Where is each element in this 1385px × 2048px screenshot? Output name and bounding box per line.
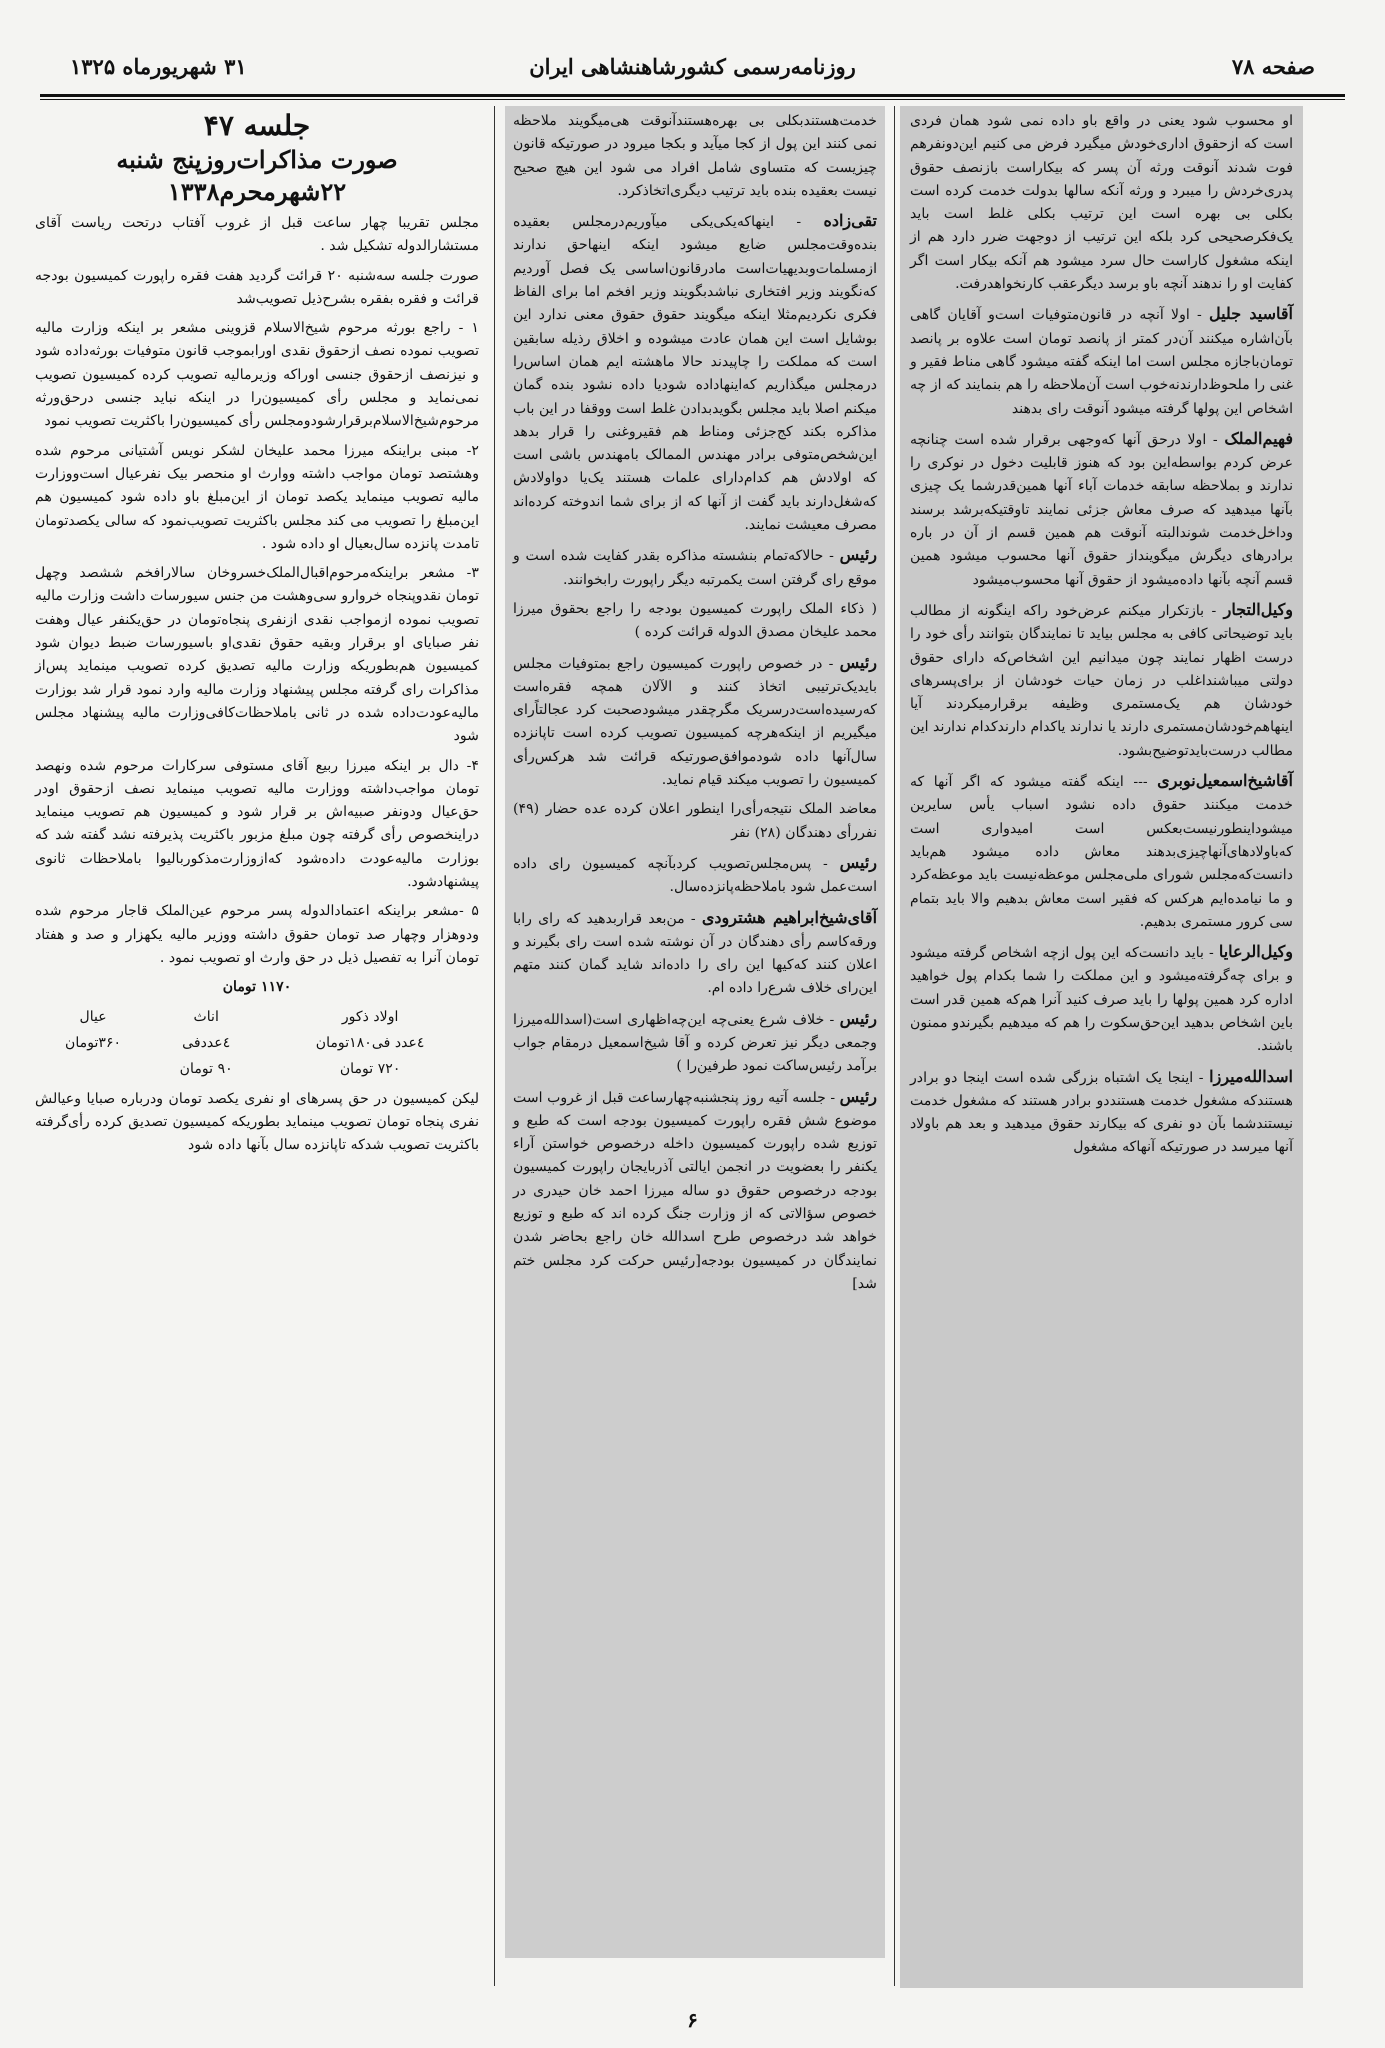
speaker-name: تقی‌زاده (823, 211, 877, 231)
page-header (40, 50, 1345, 90)
paragraph: معاضد الملک نتیجه‌رأی‌را اینطور اعلان کرده عده حضار (۴۹) نفر‌رأی دهندگان (۲۸) نفر (513, 801, 877, 841)
session-title: جلسه ۴۷ (203, 109, 311, 142)
table-cell: ٤عدد فی۱۸۰تومان (315, 1034, 425, 1051)
paragraph: صورت جلسه سه‌شنبه ۲۰ قرائت گردید هفت فقره راپورت کمیسیون بودجه قرائت و فقره بفقره بشرح‌ذیل تصویب‌شد (35, 267, 479, 307)
header-rule-thin (40, 99, 1345, 100)
paragraph: آقاشیخ‌اسمعیل‌نوبری --- اینکه گفته میشود که اگر آنها که خدمت میکنند حقوق داده نشود اسباب یأس سایرین میشود‌اینطورنیست‌بعکس است امیدواری است که‌باولادهای‌آنها‌چیزی‌بدهند معاش داده میشود هم‌باید دانست‌که‌مجلس شورای ملی‌مجلس موعظه‌نیست باید موعظه‌کرد و ما نیامده‌ایم هرکس که فقیر است معاش بدهیم والا باید بتمام سی کرور مستمری بدهیم. (910, 771, 1293, 930)
paragraph: رئیس - پس‌مجلس‌تصویب کرد‌بآنچه کمیسیون رای داده است‌عمل شود باملاحظه‌پانزده‌سال. (513, 852, 878, 896)
paragraph: رئیس - حالاکه‌تمام بنشسته مذاکره بقدر کفایت شده است و موقع رای گرفتن است یکمرتبه دیگر راپورت رابخوانند. (513, 545, 877, 588)
speaker-name: رئیس (839, 852, 878, 872)
paragraph: مجلس تقریبا چهار ساعت قبل از غروب آفتاب درتحت ریاست آقای مستشارالدوله تشکیل شد . (35, 215, 479, 255)
speaker-name: رئیس (839, 1086, 878, 1106)
speaker-name: رئیس (839, 545, 877, 565)
paragraph: ۱ - راجع بورثه مرحوم شیخ‌الاسلام قزوینی مشعر بر اینکه وزارت مالیه تصویب نموده نصف ازحقوق نقدی اورابموجب قانون متوفیات بورثه‌داده شود و نیزنصف ازحقوق جنسی اوراکه وزیرمالیه تصویب کرده کمیسیون تصویب نمی‌نماید و مجلس رأی کمیسیون‌را در اینکه نباید جنسی درحق‌ورثه مرحوم‌شیخ‌الاسلام‌برقرار‌شود‌ومجلس رأی کمیسیون‌را باکثریت تصویب نمود (35, 320, 479, 430)
speaker-name: رئیس (839, 1008, 877, 1028)
total-amount: ۱۱۷۰ تومان (222, 979, 292, 996)
session-date: ۲۲شهرمحرم۱۳۳۸ (167, 177, 347, 206)
table-header-row (35, 1004, 479, 1030)
table-header: اولاد ذکور (341, 1008, 399, 1025)
table-cell: ۳۶۰تومان (65, 1034, 122, 1051)
table-header: عیال (79, 1008, 107, 1025)
paragraph: آقاسید جلیل - اولا آنچه در قانون‌متوفیات است‌و آقایان گاهی بآن‌اشاره میکنند آن‌در کمتر از پانصد تومان است علاوه بر پانصد تومان‌باجازه مجلس است اما اینکه گفته میشود گاهی مناط فقیر و غنی را ملحوظ‌دارند‌نه‌خوب است آن‌ملاحظه را هم بنمایند که از چه اشخاص این پولها گرفته میشود آنوقت رای بدهند (910, 304, 1293, 417)
allocation-table (35, 1004, 479, 1082)
paragraph: وکیل‌التجار - بازتکرار میکنم عرض‌خود راکه اینگونه از مطالب باید توضیحاتی کافی به مجلس بیاید تا نمایندگان بتوانند رأی خود را درست اظهار نمایند چون میدانیم این اشخاص‌که دارای حقوق دولتی میباشند‌اغلب در زمان حیات خودشان از برای‌پسرهای خودشان هم یک‌مستمری وظیفه برقرارمیکردند آیا اینهاهم‌خودشان‌مستمری دارند یا ندارند یاکدام دارند‌کدام ندارند این مطالب درست‌باید‌توضیح‌بشود. (910, 599, 1293, 759)
table-cell: ۷۲۰ تومان (339, 1060, 401, 1077)
speaker-name: وکیل‌التجار (1223, 599, 1293, 619)
paragraph: رئیس - جلسه آتیه روز پنجشنبه‌چهار‌ساعت قبل از غروب است موضوع شش فقره راپورت کمیسیون بودجه است که طبع و توزیع شده راپورت کمیسیون داخله درخصوص خواستن آراء یکنفر را بعضویت در انجمن ایالتی آذربایجان راپورت کمیسیون بودجه درخصوص حقوق دو ساله میرزا احمد خان حیدری در خصوص سؤالاتی که از وزارت جنگ کرده اند که طبع و توزیع خواهد شد درخصوص طرح اسدالله خان راجع بحاضر شدن نمایندگان در کمیسیون بودجه[رئیس حرکت کرد مجلس ختم شد] (513, 1086, 878, 1292)
speaker-name: آقاسید جلیل (1208, 304, 1293, 324)
table-cell (35, 1056, 151, 1082)
table-row (35, 1030, 479, 1056)
paragraph: رئیس - خلاف شرع یعنی‌چه این‌چه‌اظهاری است(اسدالله‌میرزا وجمعی دیگر نیز تعرض کرده و آقا شیخ‌اسمعیل درمقام جواب برآمد رئیس‌ساکت نمود طرفین‌را ) (513, 1008, 877, 1075)
speaker-name: رئیس (839, 652, 877, 672)
speaker-name: آقاشیخ‌اسمعیل‌نوبری (1157, 771, 1293, 791)
paragraph: ۵ -مشعر براینکه اعتمادالدوله پسر مرحوم عین‌الملک قاجار مرحوم شده ودوهزار وچهار صد تومان حقوق داشته ووزیر مالیه یکهزار و صد و هفتاد تومان آنرا به تفصیل ذیل در حق وارث او تصویب نمود . (35, 903, 479, 966)
speaker-name: وکیل‌الرعایا (1218, 942, 1293, 962)
paragraph: آقای‌شیخ‌ابراهیم هشترودی - من‌بعد قرار‌بدهید که رای را‌با ورقه‌کاسم رأی دهندگان در آن نوشته شده است رای بگیرند و اعلان کنند که‌کیها این رای را داده‌اند شاید گمان کنند متهم این‌رای خلاف شرع‌را داده ام. (513, 907, 878, 997)
paragraph: اسدالله‌میرزا - اینجا یک اشتباه بزرگی شده است اینجا دو برادر هستند‌که مشغول خدمت هستند‌دو برادر هستند که مشغول خدمت نیستند‌شما بآن دو نفری که بیکارند حقوق میدهید و بعد هم باولاد آنها میرسد در صورتیکه آنهاکه مشغول (910, 1066, 1293, 1156)
table-cell: ۹۰ تومان (179, 1060, 233, 1077)
table-cell: ٤عددفی (182, 1034, 231, 1051)
column-divider (494, 106, 495, 1986)
speaker-name: اسدالله‌میرزا (1209, 1066, 1293, 1086)
table-header: اناث (193, 1008, 219, 1025)
page-footer-number: ۶ (687, 2008, 698, 2032)
session-subtitle: صورت مذاکرات‌روزپنج شنبه (116, 145, 398, 174)
paragraph: ( ذکاء الملک راپورت کمیسیون بودجه را راجع بحقوق میرزا محمد علیخان مصدق الدوله قرائت کرده ) (513, 600, 877, 641)
header-page-number: صفحه ۷۸ (1231, 54, 1315, 79)
paragraph: ۳- مشعر براینکه‌مرحوم‌اقبال‌الملک‌خسروخان سالارافخم ششصد وچهل تومان نقدوپنجاه خروار‌و سی‌وهشت من جنس سیورسات داشت وزارت مالیه تصویب نموده ازمواجب نقدی ازنفری پنجاه‌تومان در حق‌یکنفر عیال وهفت نفر صبایای او برقرار وبقیه حقوق نقدی‌او باسیورسات ضبط دیوان شود کمیسیون هم‌بطوریکه وزارت مالیه تصدیق کرده تصویب مینماید پس‌از مذاکرات رای گرفته مجلس پیشنهاد وزارت مالیه وارد نمود قرار شد بوزارت مالیه‌عودت‌داده شده در ثانی باملاحظات‌کافی‌وزارت مالیه پیشنهاد مجلس شود (35, 565, 479, 745)
paragraph: لیکن کمیسیون در حق پسرهای او نفری یکصد تومان ودرباره صبایا وعیالش نفری پنجاه تومان تصویب مینماید بطوریکه کمیسیون تصدیق کرده رأی‌گرفته باکثریت تصویب شدکه تاپانزده سال بآنها داده شود (35, 1090, 479, 1154)
paragraph: فهیم‌الملک - اولا درحق آنها که‌وجهی برقرار شده است چنانچه عرض کردم بواسطه‌این بود که هنوز قابلیت دخول در نوکری را ندارند و بملاحظه سابقه خدمات آباء آنها همین‌قدرشما یک چیزی بآنها میدهید که صرف معاش جزئی نمایند تاوقتیکه‌برشد برسند وداخل‌خدمت شوند‌البته آنوقت هم همین قسم از آن در باره برادرهای دیگرش میگویند‌از حقوق آنها محسوب میشود همین قسم آنچه بآنها داده‌میشود از حقوق آنها محسوب‌میشود (910, 428, 1293, 588)
paragraph: رئیس - در خصوص راپورت کمیسیون راجع بمتوفیات مجلس بایدیک‌ترتیبی اتخاذ کنند و الآلان همچه فقره‌است که‌رسیده‌است‌درسریک مگرچقدر میشود‌صحبت کرد عجالتاًرای میگیریم از اینکه‌هرچه کمیسیون تصویب کرده است تاپانزده سال‌آنها داده شود‌موافق‌صورتیکه قرائت شد هرکس‌رأی کمیسیون را تصویب میکند قیام نماید. (513, 652, 877, 789)
paragraph: تقی‌زاده - اینهاکه‌یکی‌یکی میآوریم‌درمجلس بعقیده بنده‌وقت‌مجلس ضایع میشود اینکه اینهاحق ندارند ازمسلمات‌وبدیهیات‌است مادرقانون‌اساسی یک فصل آوردیم که‌نگویند وزیر افتخاری نباشد‌بگویند وزیر افخم اما برای الفاظ فکری نکردیم‌مثلا اینکه میگویند حقوق حقوق معنی ندارد این بوشایل است این همان عادت میشوده و اخلاق رذیله سابقین است که مملکت را چاپیدند حالا ماهشته ایم همان اساس‌را درمجلس میگذاریم که‌اینهاداده شود‌یا داده نشود بنده گمان میکنم اصلا باید مجلس بگوید‌بدادن غلط است ووقفا در این باب مذاکره بکند کج‌جزئی ومناط هم فقیروغنی را قرار بدهد این‌شخص‌متوفی برادر مهندس الممالک بامهندس باشی است که اولادش هم کدام‌دارای علمات هستند یک‌یا دواولادش که‌شغل‌دارند باید گفت از آنها که از برای شما اندوخته کرده‌اند مصرف معیشت نمایند. (513, 211, 877, 534)
speaker-name: فهیم‌الملک (1224, 428, 1293, 448)
right-column (900, 106, 1303, 1988)
middle-column (505, 106, 885, 1958)
header-date: ۳۱ شهریورماه ۱۳۲۵ (70, 54, 247, 79)
paragraph: او محسوب شود یعنی در واقع باو داده نمی شود همان فردی است که ازحقوق اداری‌خودش میگیرد فرض می کنیم این‌دونفرهم فوت شدند آنوقت ورثه آن پسر که بیکاراست بازنصف حقوق پدری‌خردش را میبرد و ورثه آنکه سالها بدولت خدمت کرده است بکلی بی بهره است این ترتیب بکلی غلط است باید یک‌فکرصحیحی کرد بلکه این ترتیب از دوجهت ضرر دارد هم از اینکه مشغول کاراست حال سرد میشود هم آنکه بیکار است اگر کفایت او را ندهند آنچه باو برسد دیگرعقب کارنخواهدرفت. (910, 113, 1293, 293)
table-row (35, 1056, 479, 1082)
paragraph: ۲- مبنی براینکه میرزا محمد علیخان لشکر نویس آشتیانی مرحوم شده وهشتصد تومان مواجب داشته ووارث او منحصر بیک نفرعیال است‌ووزارت مالیه تصویب مینماید یکصد تومان از این‌مبلغ باو داده شود کمیسیون هم این‌مبلغ را تصویب می کند مجلس باکثریت تصویب‌نمود که سالی یکصد‌تومان تامدت پانزده سال‌بعیال او داده شود . (35, 442, 479, 552)
column-divider (894, 106, 895, 1986)
header-rule (40, 94, 1345, 97)
paragraph: وکیل‌الرعایا - باید دانست‌که این پول ازچه اشخاص گرفته میشود و برای چه‌گرفته‌میشود و این مملکت را شما بکدام پول خواهید اداره کرد همین پولها را باید صرف کنید آنرا هم‌که همین قدر است باین اشخاص بدهید این‌حق‌سکوت را هم که میدهیم بگیر‌ندو ممنون باشند. (910, 942, 1293, 1055)
left-column (25, 106, 485, 1986)
paragraph: خدمت‌هستند‌بکلی بی بهره‌هستند‌آنوقت هی‌میگویند ملاحظه نمی کنند این پول از کجا میآید و بکجا میرود در صورتیکه قانون چیزیست که متساوی شامل افراد می شود این هیچ صحیح نیست بعقیده بنده باید ترتیب دیگری‌اتخاذ‌کرد. (513, 113, 877, 199)
speaker-name: آقای‌شیخ‌ابراهیم هشترودی (701, 907, 878, 927)
header-title: روزنامه‌رسمی کشورشاهنشاهی ایران (529, 54, 856, 79)
paragraph: ۴- دال بر اینکه میرزا ربیع آقای مستوفی سرکارات مرحوم شده ونهصد تومان مواجب‌داشته ووزارت مالیه تصویب مینماید نصف ازحقوق اودر حق‌عیال ودونفر صبیه‌اش بر قرار شود و کمیسیون هم تصویب مینماید دراینخصوص رأی گرفته چون مبلغ مزبور باکثریت پذیرفته نشد گفته شد که بوزارت مالیه‌عودت داده‌شود که‌ازوزارت‌مذکور‌بالیوا باملاحظات ثانوی پیشنهادشود. (35, 757, 479, 891)
